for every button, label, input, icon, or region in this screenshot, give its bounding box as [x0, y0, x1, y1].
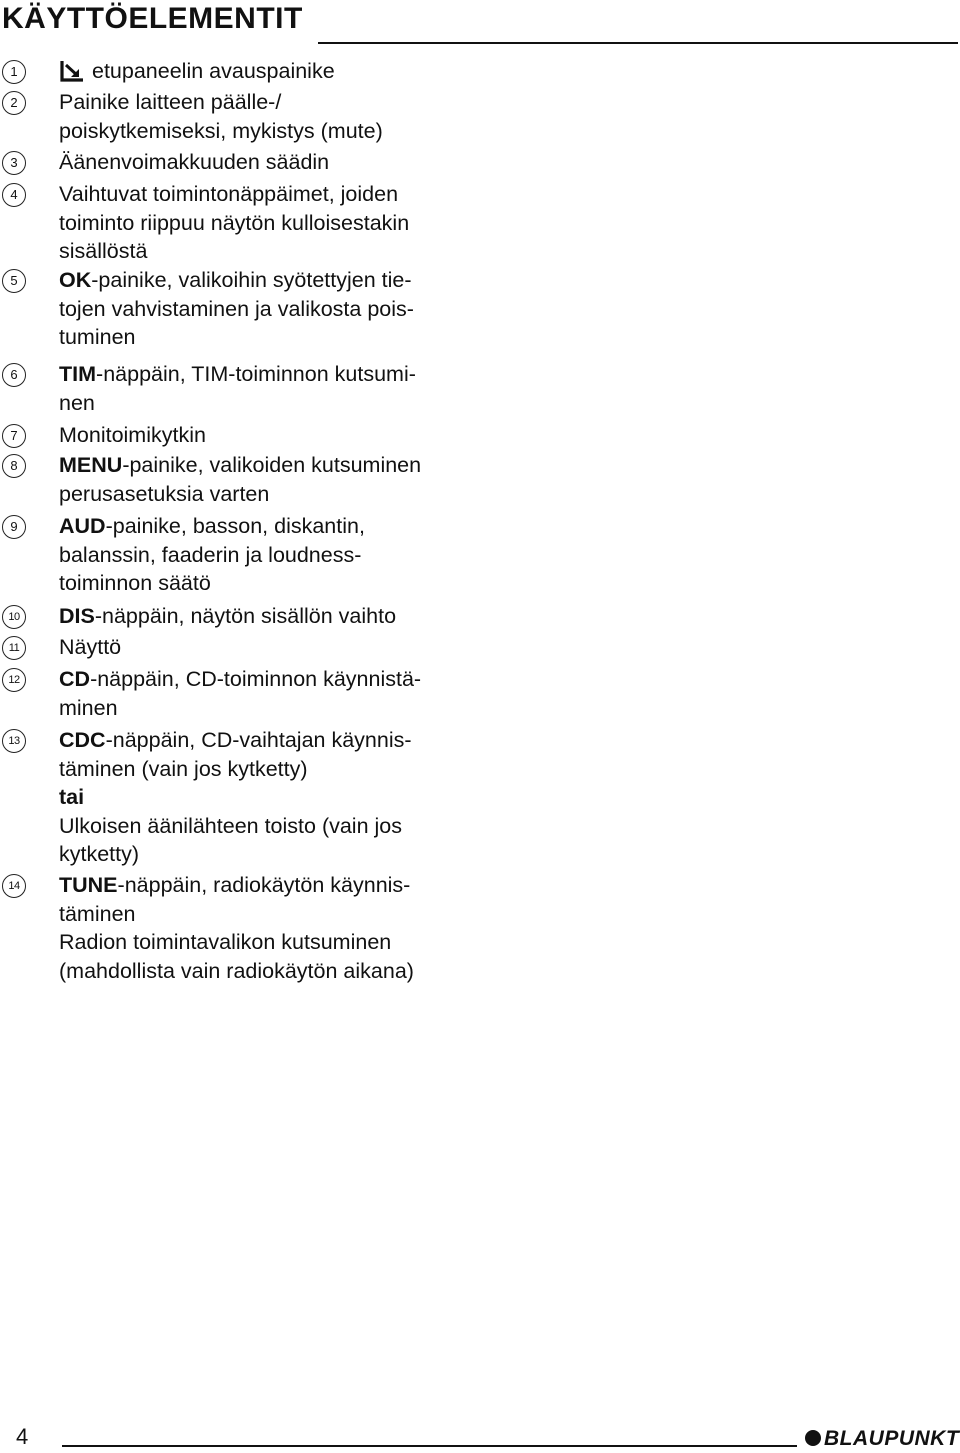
- item-number-badge: 12: [2, 668, 26, 692]
- item-text-line: [59, 148, 329, 176]
- page-number: 4: [16, 1424, 29, 1449]
- list-item: [0, 512, 520, 602]
- item-description: Painike laitteen päälle-/: [59, 90, 282, 114]
- item-text-line: [59, 295, 414, 323]
- item-text-line: [59, 117, 383, 145]
- item-text-line: [59, 541, 361, 569]
- list-item: [0, 360, 520, 421]
- item-description: täminen (vain jos kytketty): [59, 756, 308, 781]
- item-number-badge: 6: [2, 363, 26, 387]
- item-text-line: [59, 871, 410, 899]
- item-description: balanssin, faaderin ja loudness-: [59, 542, 362, 567]
- item-description: kytketty): [59, 842, 140, 867]
- item-keyword: CD: [59, 667, 91, 691]
- item-description: minen: [59, 695, 118, 720]
- item-description: toiminto riippuu näytön kulloisestakin: [59, 210, 410, 235]
- item-description: Äänenvoimakkuuden säädin: [59, 150, 330, 174]
- list-item: [0, 88, 520, 149]
- list-item: [0, 421, 520, 454]
- item-text-line: [59, 957, 414, 985]
- brand-dot-icon: [805, 1430, 821, 1446]
- item-text-line: [92, 57, 335, 85]
- item-number-badge: 1: [2, 60, 26, 84]
- item-description: -painike, valikoiden kutsuminen: [122, 453, 422, 477]
- item-description: -näppäin, TIM-toiminnon kutsumi-: [96, 362, 416, 386]
- brand-logo: [805, 1427, 959, 1451]
- item-text-line: [59, 928, 391, 956]
- item-text-line: [59, 665, 421, 693]
- front-panel-release-icon: [59, 59, 85, 83]
- brand-name: BLAUPUNKT: [824, 1427, 960, 1450]
- item-number-badge: 9: [2, 515, 26, 539]
- item-text-line: [59, 633, 121, 661]
- item-description: (mahdollista vain radiokäytön aikana): [59, 958, 414, 983]
- item-text-line: [59, 694, 118, 722]
- item-description: Monitoimikytkin: [59, 423, 206, 447]
- item-number-badge: 14: [2, 874, 26, 898]
- item-number-badge: 5: [2, 269, 26, 293]
- item-description: Vaihtuvat toimintonäppäimet, joiden: [59, 182, 399, 206]
- item-description: täminen: [59, 901, 136, 926]
- list-item: [0, 602, 520, 635]
- item-description: perusasetuksia varten: [59, 481, 270, 506]
- item-text-line: [59, 451, 421, 479]
- item-keyword: DIS: [59, 604, 95, 628]
- item-text-line: [59, 602, 396, 630]
- item-text-line: [59, 569, 211, 597]
- item-text-line: [59, 755, 308, 783]
- item-number-badge: 2: [2, 91, 26, 115]
- item-text-line: [59, 840, 139, 868]
- list-item: [0, 633, 520, 666]
- item-keyword: TIM: [59, 362, 97, 386]
- list-item: [0, 665, 520, 726]
- item-number-badge: 13: [2, 729, 26, 753]
- item-description: -näppäin, radiokäytön käynnis-: [117, 873, 411, 897]
- item-number-badge: 7: [2, 424, 26, 448]
- item-text-line: [59, 512, 365, 540]
- item-description: etupaneelin avauspainike: [92, 59, 335, 83]
- item-description: toiminnon säätö: [59, 571, 211, 596]
- item-description: -näppäin, CD-toiminnon käynnistä-: [90, 667, 422, 691]
- item-keyword: OK: [59, 268, 92, 292]
- item-text-line: [59, 237, 147, 265]
- item-keyword: CDC: [59, 728, 106, 752]
- item-description: tojen vahvistaminen ja valikosta pois-: [59, 296, 414, 321]
- item-text-line: [59, 783, 84, 811]
- footer-rule: [62, 1445, 797, 1447]
- item-description: tuminen: [59, 325, 136, 350]
- item-number-badge: 3: [2, 151, 26, 175]
- item-text-line: [59, 266, 412, 294]
- list-item: [0, 57, 520, 90]
- item-description: Ulkoisen äänilähteen toisto (vain jos: [59, 813, 403, 838]
- list-item: [0, 180, 520, 270]
- item-description: -painike, basson, diskantin,: [105, 514, 365, 538]
- title-rule: [318, 42, 958, 44]
- item-number-badge: 8: [2, 454, 26, 478]
- item-number-badge: 4: [2, 183, 26, 207]
- item-keyword: tai: [59, 785, 85, 810]
- item-description: -näppäin, näytön sisällön vaihto: [94, 604, 397, 628]
- item-keyword: AUD: [59, 514, 106, 538]
- item-text-line: [59, 812, 402, 840]
- item-description: -painike, valikoihin syötettyjen tie-: [91, 268, 412, 292]
- item-description: Näyttö: [59, 635, 122, 659]
- item-description: Radion toimintavalikon kutsuminen: [59, 930, 392, 955]
- item-text-line: [59, 88, 281, 116]
- item-number-badge: 11: [2, 636, 26, 660]
- item-text-line: [59, 180, 398, 208]
- item-keyword: TUNE: [59, 873, 118, 897]
- item-keyword: MENU: [59, 453, 123, 477]
- item-text-line: [59, 389, 95, 417]
- item-text-line: [59, 726, 412, 754]
- item-text-line: [59, 209, 409, 237]
- list-item: [0, 266, 520, 356]
- item-number-badge: 10: [2, 605, 26, 629]
- item-text-line: [59, 900, 136, 928]
- item-text-line: [59, 323, 136, 351]
- item-text-line: [59, 360, 416, 388]
- item-description: sisällöstä: [59, 239, 148, 264]
- item-text-line: [59, 480, 269, 508]
- list-item: [0, 871, 520, 989]
- page-title: KÄYTTÖELEMENTIT: [2, 2, 303, 35]
- item-description: -näppäin, CD-vaihtajan käynnis-: [105, 728, 412, 752]
- item-text-line: [59, 421, 206, 449]
- list-item: [0, 726, 520, 873]
- item-description: nen: [59, 390, 95, 415]
- item-description: poiskytkemiseksi, mykistys (mute): [59, 118, 383, 143]
- list-item: [0, 148, 520, 181]
- list-item: [0, 451, 520, 512]
